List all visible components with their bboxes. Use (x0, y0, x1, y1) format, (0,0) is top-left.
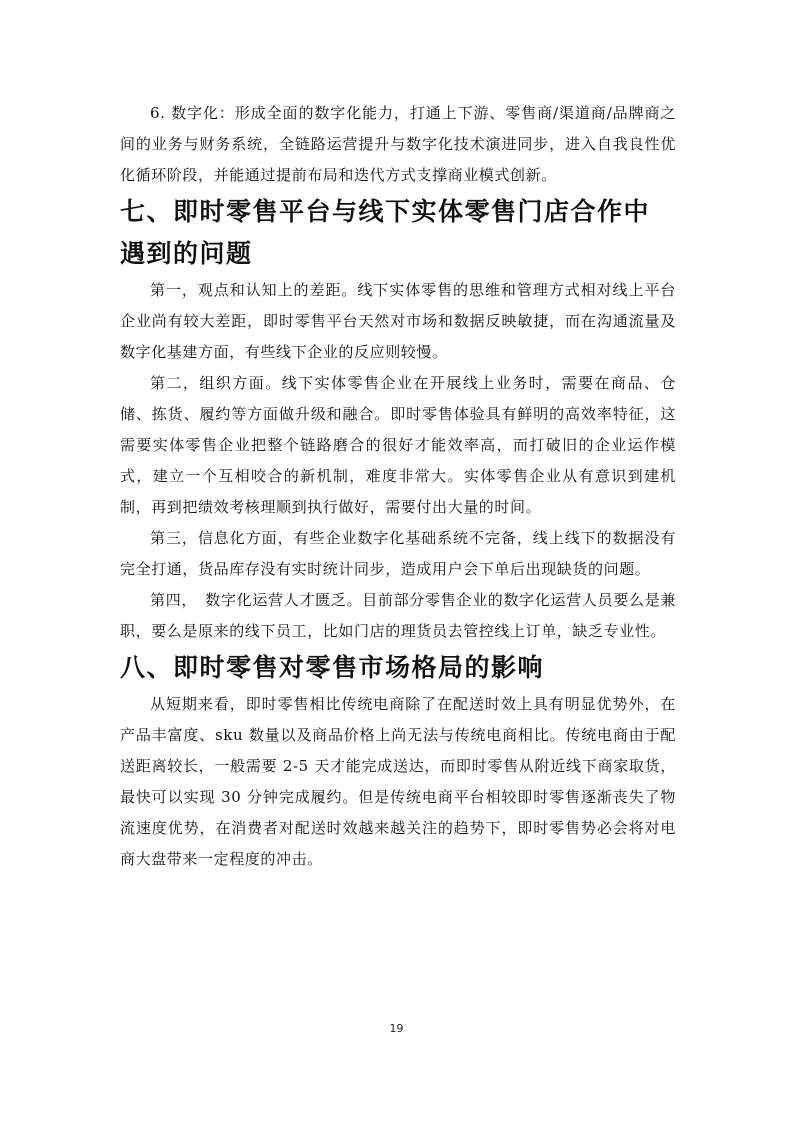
section7-paragraph-1: 第一，观点和认知上的差距。线下实体零售的思维和管理方式相对线上平台企业尚有较大差距，即时零售平台天然对市场和数据反映敏捷，而在沟通流量及数字化基建方面，有些线下企业的反应则较慢。 (120, 281, 676, 361)
page-number: 19 (389, 1022, 404, 1035)
section7-paragraph-4: 第四， 数字化运营人才匮乏。目前部分零售企业的数字化运营人员要么是兼职，要么是原来的线下员工，比如门店的理货员去管控线上订单，缺乏专业性。 (120, 591, 676, 640)
section7-paragraph-2: 第二，组织方面。线下实体零售企业在开展线上业务时，需要在商品、仓储、拣货、履约等方面做升级和融合。即时零售体验具有鲜明的高效率特征，这需要实体零售企业把整个链路磨合的很好才能效率高，而打破旧的企业运作模式，建立一个互相咬合的新机制，难度非常大。实体零售企业从有意识到建机制，再到把绩效考核理顺到执行做好，需要付出大量的时间。 (120, 374, 676, 516)
section7-paragraph-3: 第三，信息化方面，有些企业数字化基础系统不完备，线上线下的数据没有完全打通，货品库存没有实时统计同步，造成用户会下单后出现缺货的问题。 (120, 529, 676, 578)
section8-paragraph-1: 从短期来看，即时零售相比传统电商除了在配送时效上具有明显优势外，在产品丰富度、sku 数量以及商品价格上尚无法与传统电商相比。传统电商由于配送距离较长，一般需要 2-5 天才能完成送达，而即时零售从附近线下商家取货，最快可以实现 30 分钟完成履约。但是传统电商平台相较即时零售逐渐丧失了物流速度优势，在消费者对配送时效越来越关注的趋势下，即时零售势必会将对电商大盘带来一定程度的冲击。 (120, 695, 676, 868)
section8-heading: 八、即时零售对零售市场格局的影响 (120, 653, 545, 682)
section7-heading: 七、即时零售平台与线下实体零售门店合作中遇到的问题 (120, 197, 651, 268)
section6-paragraph: 6. 数字化：形成全面的数字化能力，打通上下游、零售商/渠道商/品牌商之间的业务与财务系统，全链路运营提升与数字化技术演进同步，进入自我良性优化循环阶段，并能通过提前布局和迭代方式支撑商业模式创新。 (120, 104, 676, 184)
page-content (120, 98, 676, 875)
